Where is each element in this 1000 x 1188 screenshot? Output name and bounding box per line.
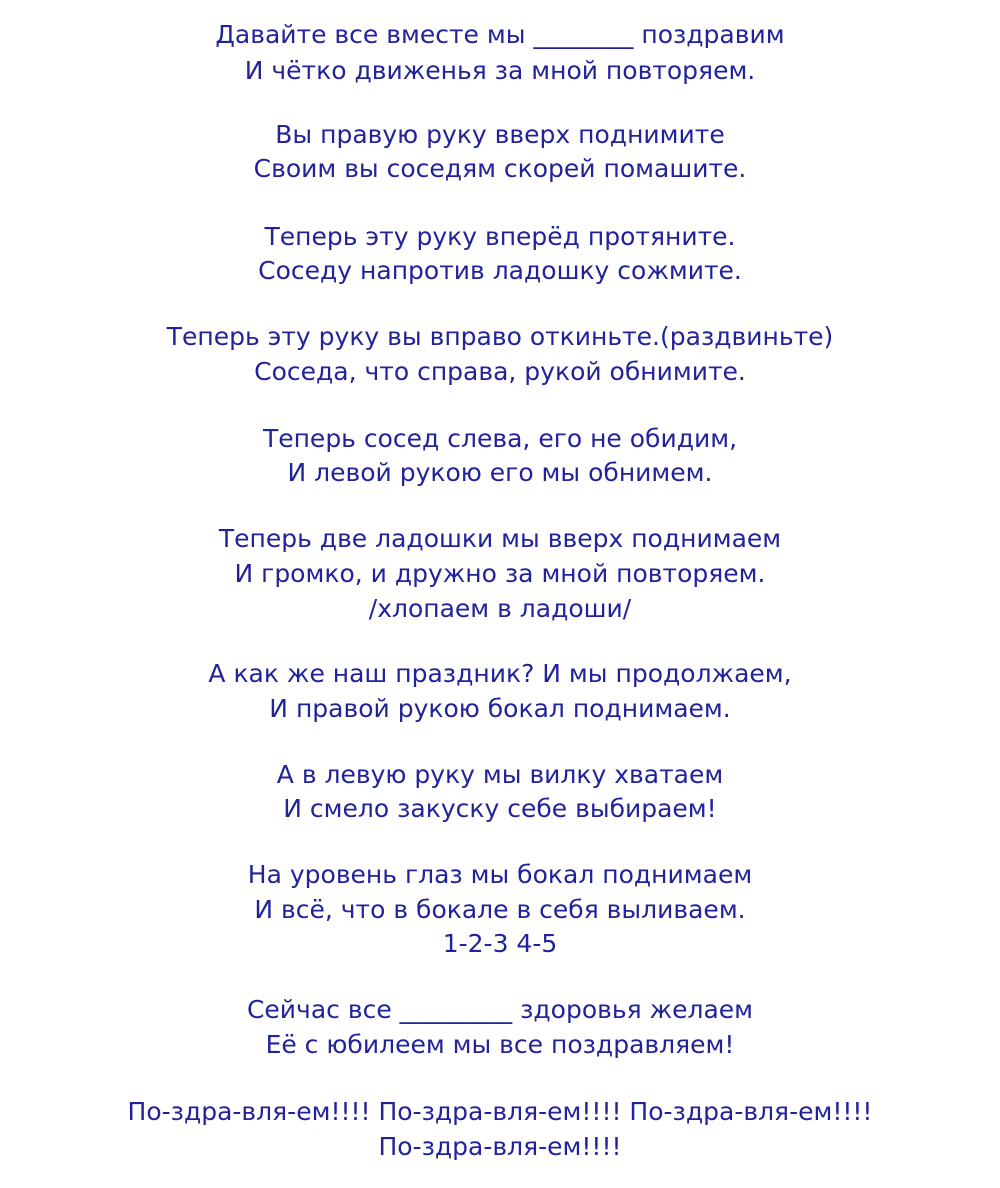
- poem-line: Теперь эту руку вы вправо откиньте.(раздвиньте): [166, 322, 834, 351]
- poem-line: Сейчас все _________ здоровья желаем: [246, 995, 754, 1024]
- poem-line: И всё, что в бокале в себя выливаем.: [254, 895, 746, 924]
- poem-line: Теперь две ладошки мы вверх поднимаем: [218, 524, 782, 553]
- poem-line: Теперь эту руку вперёд протяните.: [264, 222, 736, 251]
- poem-line: А как же наш праздник? И мы продолжаем,: [208, 659, 792, 688]
- poem-line: Теперь сосед слева, его не обидим,: [262, 424, 738, 453]
- poem-line: Соседа, что справа, рукой обнимите.: [254, 357, 746, 386]
- poem-line: И смело закуску себе выбираем!: [283, 794, 717, 823]
- poem-line: И чётко движенья за мной повторяем.: [244, 56, 756, 85]
- poem-line: По-здра-вля-ем!!!! По-здра-вля-ем!!!! По-здра-вля-ем!!!!: [127, 1097, 873, 1126]
- poem-line: И левой рукою его мы обнимем.: [287, 458, 713, 487]
- poem-line: Вы правую руку вверх поднимите: [275, 120, 725, 149]
- poem-line: А в левую руку мы вилку хватаем: [276, 760, 724, 789]
- poem-line: Давайте все вместе мы ________ поздравим: [215, 20, 785, 49]
- poem-line: На уровень глаз мы бокал поднимаем: [247, 860, 753, 889]
- poem-line: Соседу напротив ладошку сожмите.: [258, 256, 742, 285]
- poem-line: По-здра-вля-ем!!!!: [378, 1132, 622, 1161]
- poem-line: 1-2-3 4-5: [442, 929, 558, 958]
- poem-line: И правой рукою бокал поднимаем.: [269, 694, 731, 723]
- poem-line: /хлопаем в ладоши/: [368, 594, 632, 623]
- poem-line: И громко, и дружно за мной повторяем.: [234, 559, 766, 588]
- poem-line: Своим вы соседям скорей помашите.: [253, 154, 747, 183]
- poem-line: Её с юбилеем мы все поздравляем!: [265, 1030, 735, 1059]
